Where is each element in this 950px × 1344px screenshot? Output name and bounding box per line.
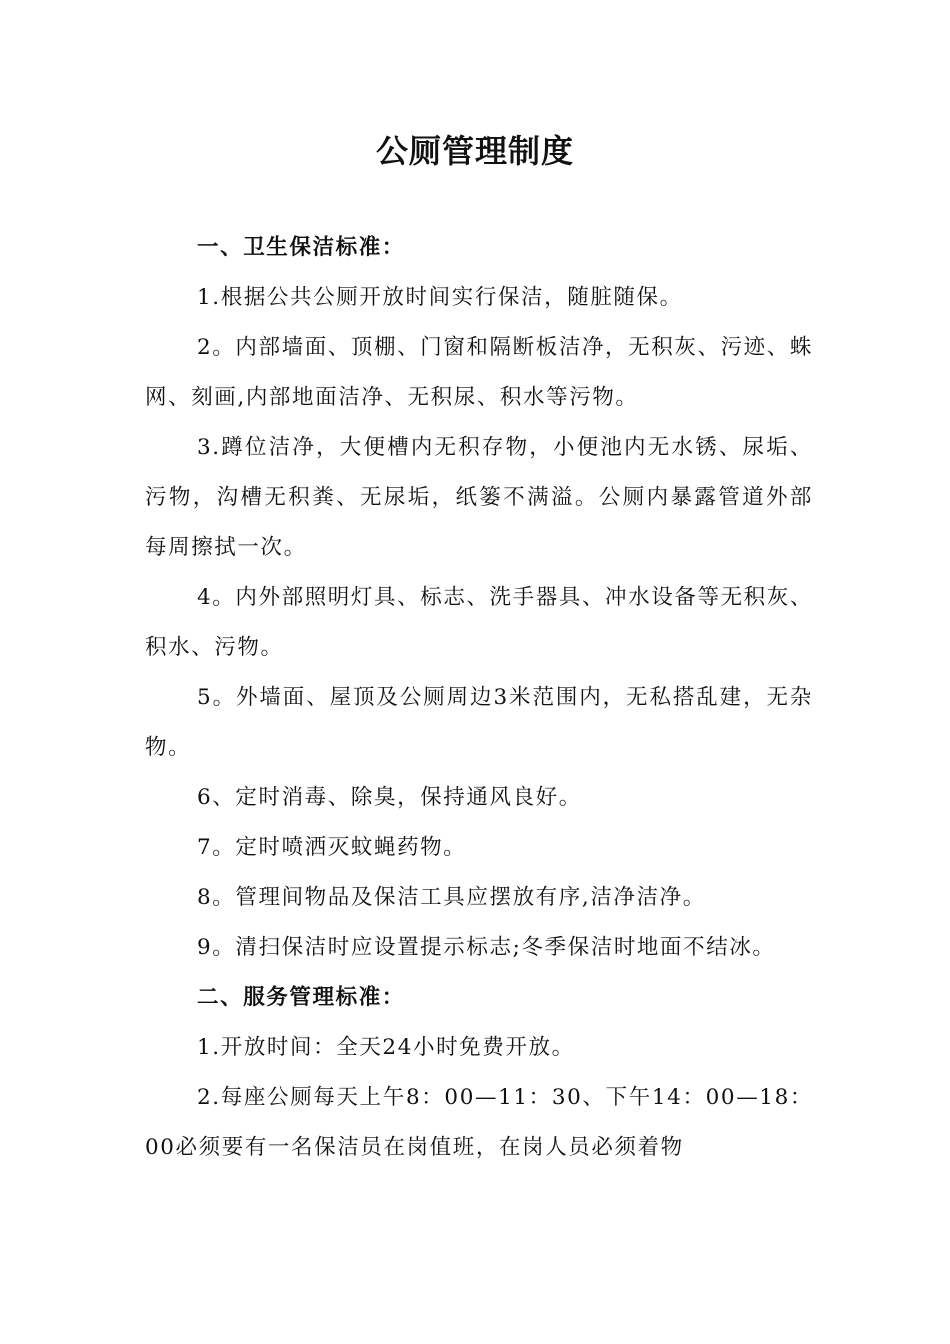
paragraph: 1.根据公共公厕开放时间实行保洁，随脏随保。: [197, 285, 683, 310]
document-title: 公厕管理制度: [375, 132, 574, 170]
paragraph: 5。外墙面、屋顶及公厕周边3米范围内，无私搭乱建，无杂物。: [145, 685, 813, 760]
paragraph: 3.蹲位洁净，大便槽内无积存物，小便池内无水锈、尿垢、污物，沟槽无积粪、无尿垢，纸篓不满溢。公厕内暴露管道外部每周擦拭一次。: [145, 435, 813, 560]
section-heading-service: 二、服务管理标准：: [197, 985, 405, 1010]
paragraph: 4。内外部照明灯具、标志、洗手器具、冲水设备等无积灰、积水、污物。: [145, 585, 813, 660]
paragraph: 2.每座公厕每天上午8：00—11：30、下午14：00—18：00必须要有一名保洁员在岗值班，在岗人员必须着物: [145, 1085, 813, 1160]
paragraph: 7。定时喷洒灭蚊蝇药物。: [197, 835, 467, 860]
section-heading-hygiene: 一、卫生保洁标准：: [197, 235, 405, 260]
paragraph: 1.开放时间：全天24小时免费开放。: [197, 1035, 575, 1060]
document-body: [145, 223, 813, 1173]
paragraph: 2。内部墙面、顶棚、门窗和隔断板洁净，无积灰、污迹、蛛网、刻画,内部地面洁净、无积尿、积水等污物。: [145, 335, 813, 410]
paragraph: 9。清扫保洁时应设置提示标志;冬季保洁时地面不结冰。: [197, 935, 776, 960]
paragraph: 6、定时消毒、除臭，保持通风良好。: [197, 785, 582, 810]
paragraph: 8。管理间物品及保洁工具应摆放有序,洁净洁净。: [197, 885, 706, 910]
